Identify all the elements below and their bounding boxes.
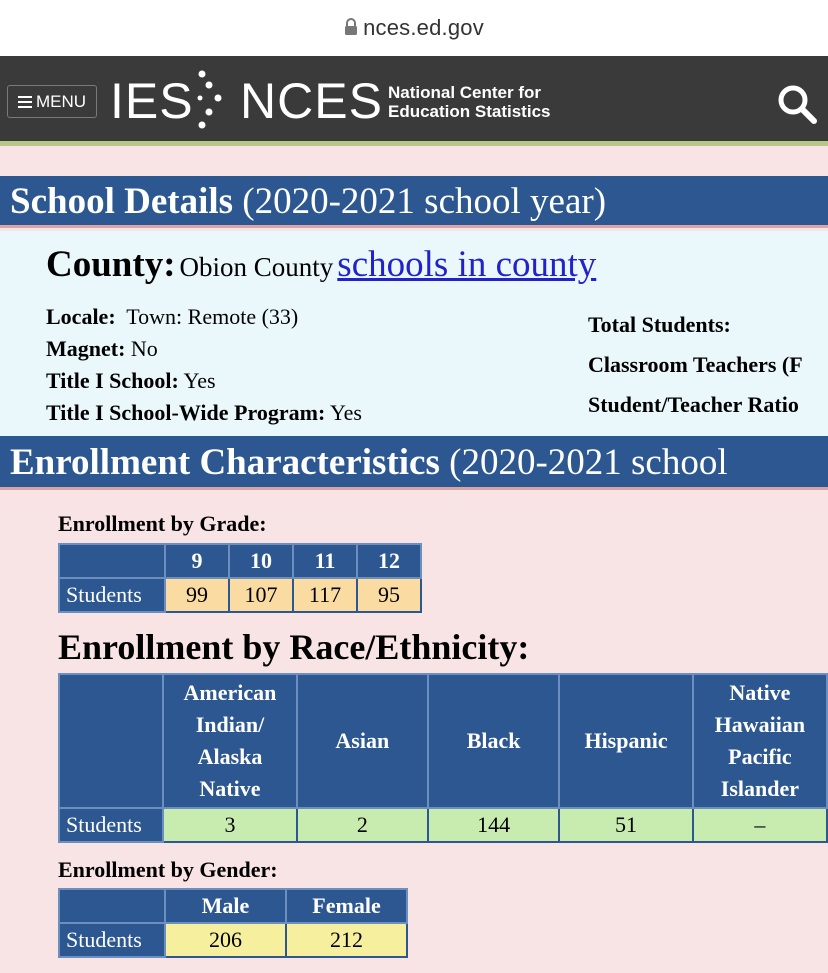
race-header-asian: [297, 674, 428, 808]
grade-header: 12: [357, 544, 421, 578]
logo-name-line2: Education Statistics: [388, 102, 551, 121]
school-details-title: School Details: [10, 181, 234, 222]
grade-heading: Enrollment by Grade:: [58, 511, 267, 536]
race-value: 3: [163, 808, 296, 842]
race-header-row: [59, 674, 827, 808]
grade-header: 9: [165, 544, 229, 578]
browser-url-bar[interactable]: [0, 0, 828, 56]
race-header-hispanic: [559, 674, 693, 808]
grade-values-row: [59, 578, 421, 612]
menu-button[interactable]: [7, 85, 97, 118]
gender-value: 212: [286, 923, 407, 957]
magnet-label: Magnet:: [46, 336, 126, 361]
total-students-label: Total Students:: [588, 312, 731, 337]
grade-header-empty: [59, 544, 165, 578]
grade-header: 11: [293, 544, 357, 578]
race-header-line: Islander: [720, 776, 800, 801]
schools-in-county-link[interactable]: schools in county: [337, 244, 597, 285]
student-teacher-ratio-label: Student/Teacher Ratio: [588, 392, 799, 417]
grade-value: 95: [357, 578, 421, 612]
site-header: [0, 56, 828, 146]
county-row: [46, 243, 596, 286]
race-header-native-hawaiian: [693, 674, 827, 808]
gender-heading: Enrollment by Gender:: [58, 857, 278, 882]
enrollment-year: (2020-2021 school: [449, 442, 728, 483]
race-header-line: Indian/: [195, 712, 265, 737]
grade-value: 107: [229, 578, 293, 612]
locale-label: Locale:: [46, 304, 116, 329]
gender-values-row: [59, 923, 407, 957]
race-header-line: Native: [729, 680, 791, 705]
enrollment-bar: [0, 436, 828, 490]
locale-row: [46, 301, 362, 333]
logo-name-line1: National Center for: [388, 83, 542, 102]
url-text: nces.ed.gov: [363, 15, 484, 40]
hamburger-icon: [18, 93, 32, 111]
grade-value: 117: [293, 578, 357, 612]
title1-label: Title I School:: [46, 368, 179, 393]
race-value: –: [693, 808, 827, 842]
race-value: 2: [297, 808, 428, 842]
classroom-teachers-label: Classroom Teachers (F: [588, 352, 803, 377]
menu-label: MENU: [35, 91, 87, 111]
gender-header-empty: [59, 889, 165, 923]
race-table: [58, 673, 828, 843]
gender-header-row: [59, 889, 407, 923]
race-header-line: Alaska: [197, 744, 263, 769]
title1-wide-value: Yes: [329, 400, 362, 425]
race-header-american-indian: [163, 674, 296, 808]
title1-row: [46, 365, 362, 397]
logo-fullname: [388, 83, 550, 121]
enrollment-title: Enrollment Characteristics: [10, 442, 440, 483]
details-left-column: [46, 301, 362, 429]
gender-header: Female: [286, 889, 407, 923]
grade-header-row: [59, 544, 421, 578]
race-header-line: Pacific: [728, 744, 792, 769]
row-label: Students: [59, 578, 165, 612]
race-value: 144: [428, 808, 559, 842]
row-label: Students: [59, 808, 163, 842]
race-header-line: American: [183, 680, 277, 705]
gender-table: [58, 888, 408, 958]
details-right-column: [588, 305, 803, 425]
title1-wide-row: [46, 397, 362, 429]
school-details-year: (2020-2021 school year): [242, 181, 607, 222]
title1-wide-label: Title I School-Wide Program:: [46, 400, 326, 425]
race-header-black: [428, 674, 559, 808]
logo-ies[interactable]: IES: [110, 73, 194, 129]
locale-value: Town: Remote (33): [126, 304, 299, 329]
race-value: 51: [559, 808, 693, 842]
magnet-value: No: [130, 336, 158, 361]
race-header-line: Hispanic: [584, 728, 668, 753]
logo-dots-icon: [190, 68, 230, 132]
race-header-empty: [59, 674, 163, 808]
gender-value: 206: [165, 923, 286, 957]
grade-table: [58, 543, 422, 613]
race-heading: Enrollment by Race/Ethnicity:: [58, 627, 530, 667]
magnet-row: [46, 333, 362, 365]
search-icon[interactable]: [776, 83, 818, 125]
lock-icon: [344, 18, 358, 36]
race-header-line: Native: [199, 776, 261, 801]
school-details-bar: [0, 176, 828, 228]
grade-value: 99: [165, 578, 229, 612]
race-header-line: Asian: [335, 728, 390, 753]
gender-header: Male: [165, 889, 286, 923]
race-header-line: Hawaiian: [714, 712, 806, 737]
logo-nces[interactable]: NCES: [240, 73, 383, 129]
school-details-panel: [0, 231, 828, 436]
title1-value: Yes: [183, 368, 216, 393]
county-label: County:: [46, 244, 176, 285]
race-values-row: [59, 808, 827, 842]
race-header-line: Black: [466, 728, 521, 753]
county-value: Obion County: [179, 252, 334, 282]
row-label: Students: [59, 923, 165, 957]
grade-header: 10: [229, 544, 293, 578]
